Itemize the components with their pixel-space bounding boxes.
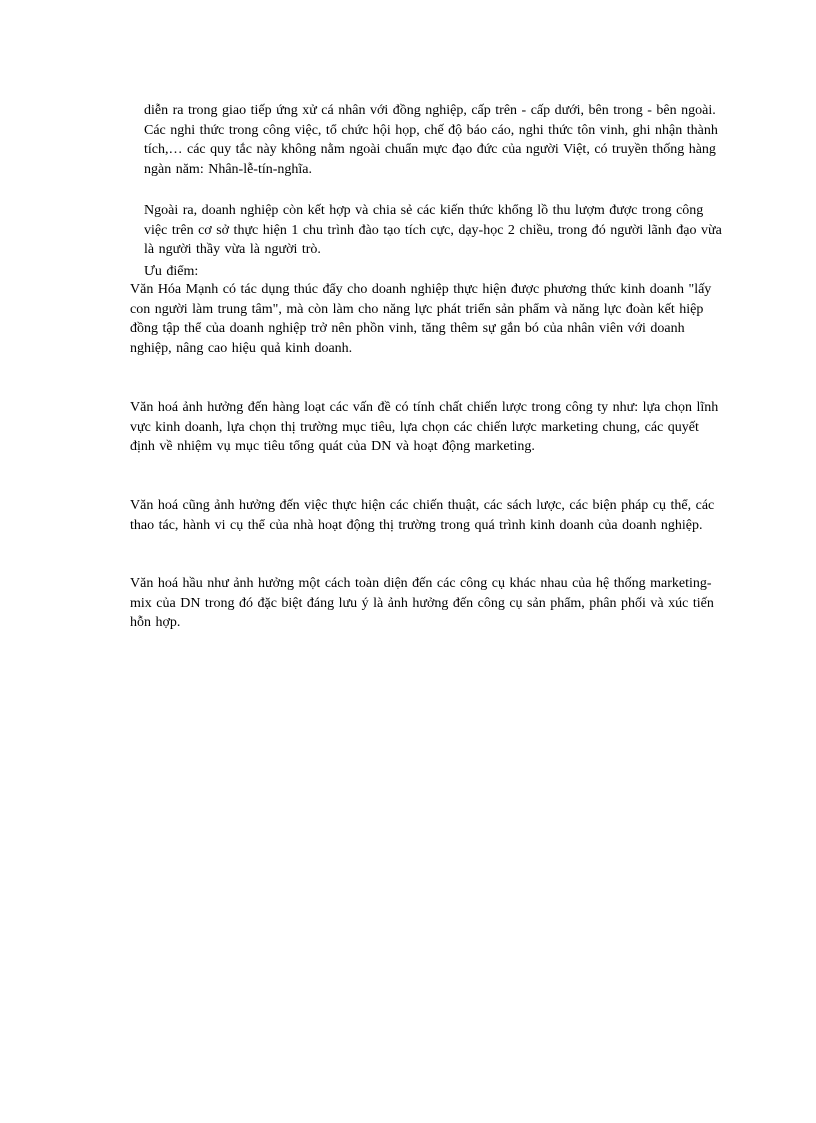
- paragraph-knowledge-sharing: Ngoài ra, doanh nghiệp còn kết hợp và chia sẻ các kiến thức khổng lồ thu lượm được trong công việc trên cơ sở thực hiện 1 chu trình đào tạo tích cực, dạy-học 2 chiều, trong đó người lãnh đạo vừa là người thầy vừa là người trò.: [144, 203, 722, 257]
- paragraph-strategic-influence: Văn hoá ảnh hưởng đến hàng loạt các vấn đề có tính chất chiến lược trong công ty như: lựa chọn lĩnh vực kinh doanh, lựa chọn thị trường mục tiêu, lựa chọn các chiến lược marketing chung, các quyết định về nhiệm vụ mục tiêu tổng quát của DN và hoạt động marketing.: [130, 400, 719, 454]
- paragraph-strong-culture: Văn Hóa Mạnh có tác dụng thúc đẩy cho doanh nghiệp thực hiện được phương thức kinh doanh "lấy con người làm trung tâm", mà còn làm cho năng lực phát triển sản phẩm và năng lực đoàn kết hiệp đồng tập thể của doanh nghiệp trở nên phồn vinh, tăng thêm sự gắn bó của nhân viên với doanh nghiệp, nâng cao hiệu quả kinh doanh.: [130, 282, 712, 356]
- paragraph-communication-rules: diễn ra trong giao tiếp ứng xử cá nhân với đồng nghiệp, cấp trên - cấp dưới, bên trong - bên ngoài. Các nghi thức trong công việc, tổ chức hội họp, chế độ báo cáo, nghi thức tôn vinh, ghi nhận thành tích,… các quy tắc này không nằm ngoài chuẩn mực đạo đức của người Việt, có truyền thống hàng ngàn năm: Nhân-lễ-tín-nghĩa.: [144, 103, 718, 177]
- paragraph-tactical-influence: Văn hoá cũng ảnh hưởng đến việc thực hiện các chiến thuật, các sách lược, các biện pháp cụ thể, các thao tác, hành vi cụ thể của nhà hoạt động thị trường trong quá trình kinh doanh của doanh nghiệp.: [130, 498, 715, 533]
- paragraph-marketing-mix-influence: Văn hoá hầu như ảnh hưởng một cách toàn diện đến các công cụ khác nhau của hệ thống marketing- mix của DN trong đó đặc biệt đáng lưu ý là ảnh hưởng đến công cụ sản phẩm, phân phối và xúc tiến hỗn hợp.: [130, 576, 714, 630]
- advantages-heading: Ưu điểm:: [144, 264, 199, 279]
